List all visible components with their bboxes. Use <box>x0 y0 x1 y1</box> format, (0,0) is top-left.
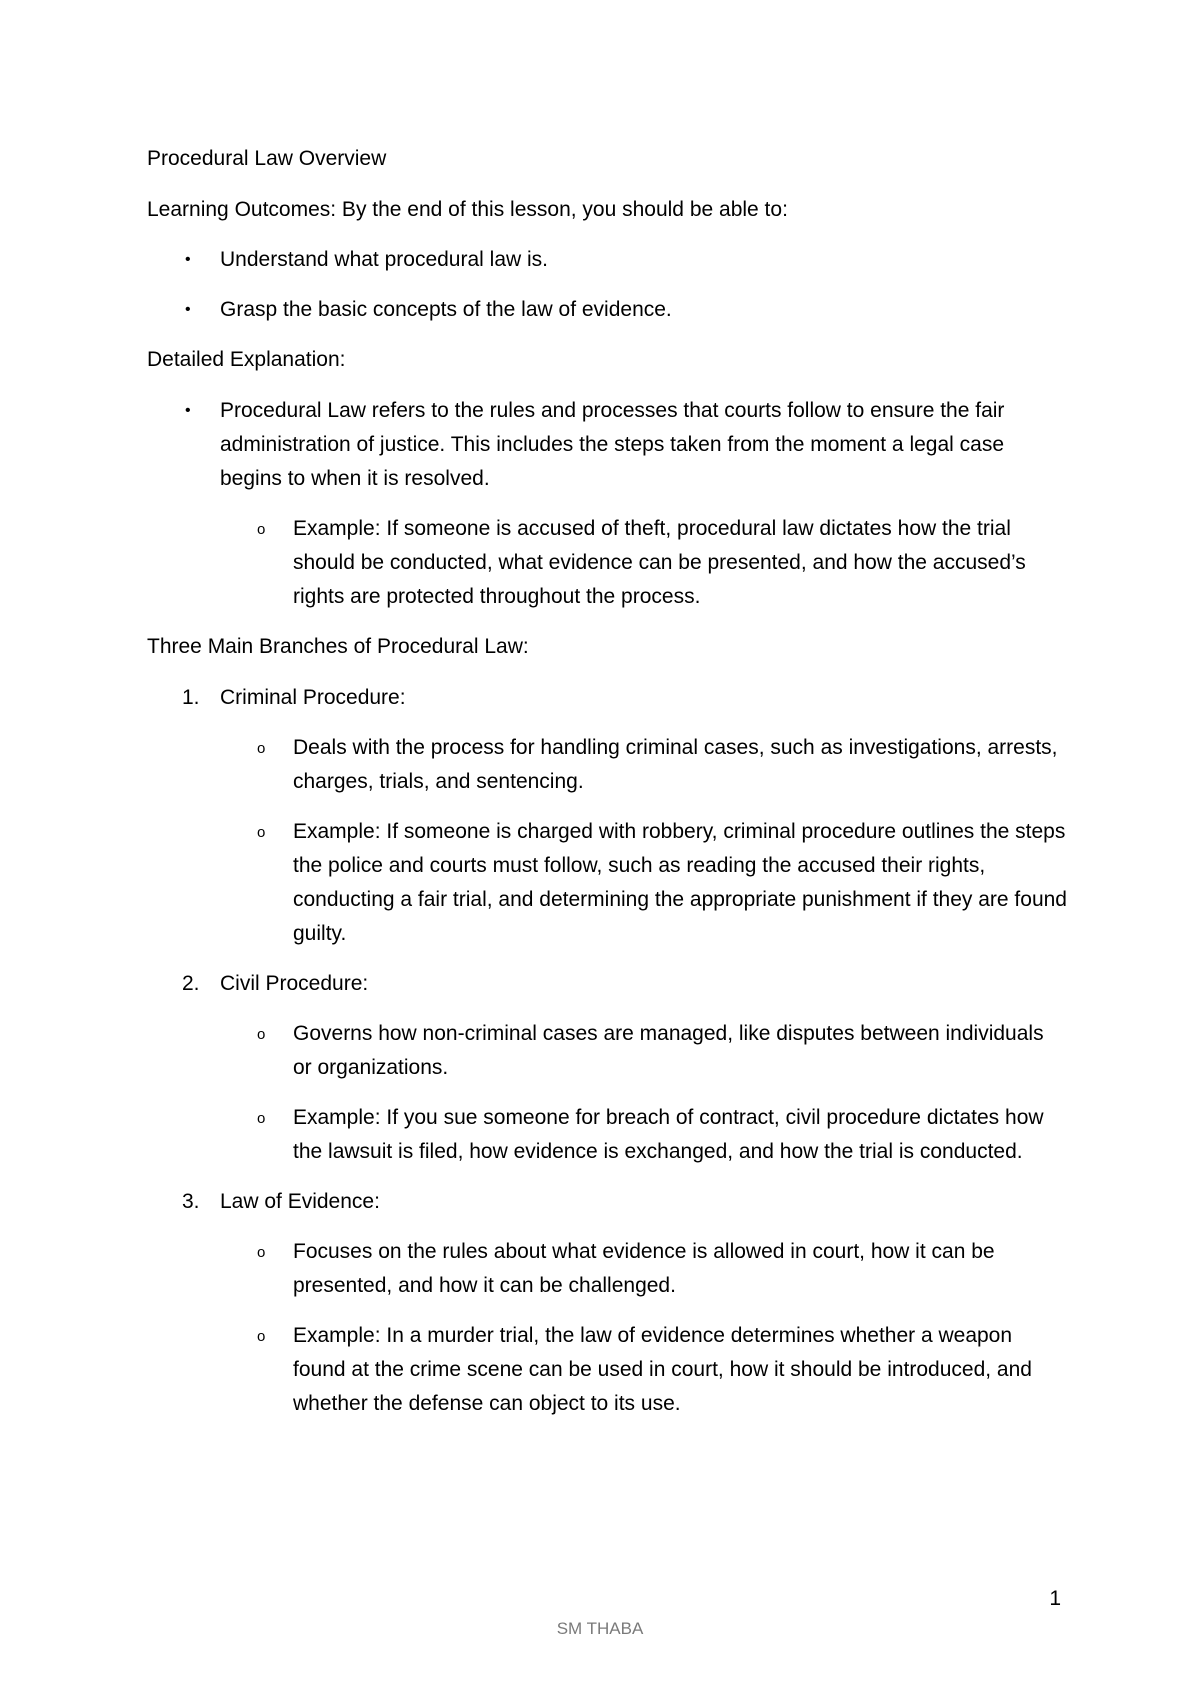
bullet-icon: • <box>185 402 191 419</box>
branch-item-civil-procedure <box>147 967 1067 1169</box>
branch-point-text: Example: If you sue someone for breach of contract, civil procedure dictates how the lawsuit is filed, how evidence is exchanged, and how the trial is conducted. <box>293 1106 1044 1163</box>
branch-title: Law of Evidence: <box>220 1190 380 1213</box>
list-item <box>147 512 1067 614</box>
circle-bullet-icon: o <box>257 521 266 538</box>
detailed-explanation-list <box>147 394 1067 496</box>
branch-point-text: Governs how non-criminal cases are managed, like disputes between individuals or organizations. <box>293 1022 1044 1079</box>
list-item <box>220 815 1067 951</box>
branch-item-law-of-evidence <box>147 1185 1067 1421</box>
bullet-icon: • <box>185 251 191 268</box>
branch-point-text: Example: If someone is charged with robbery, criminal procedure outlines the steps the police and courts must follow, such as reading the accused their rights, conducting a fair trial, and determining the appropriate punishment if they are found guilty. <box>293 820 1067 945</box>
document-title: Procedural Law Overview <box>147 147 387 170</box>
footer-author: SM THABA <box>556 1619 644 1638</box>
branches-heading: Three Main Branches of Procedural Law: <box>147 635 529 658</box>
circle-bullet-icon: o <box>257 1026 266 1043</box>
circle-bullet-icon: o <box>257 1328 266 1345</box>
circle-bullet-icon: o <box>257 1110 266 1127</box>
circle-bullet-icon: o <box>257 1244 266 1261</box>
branch-title: Civil Procedure: <box>220 972 369 995</box>
explanation-text: Procedural Law refers to the rules and processes that courts follow to ensure the fair administration of justice. This includes the steps taken from the moment a legal case begins to when it is resolved. <box>220 399 1005 490</box>
bullet-icon: • <box>185 301 191 318</box>
detailed-explanation-heading: Detailed Explanation: <box>147 348 346 371</box>
outcome-text: Understand what procedural law is. <box>220 248 549 271</box>
list-item <box>147 293 1067 327</box>
example-text: Example: If someone is accused of theft, procedural law dictates how the trial should be conducted, what evidence can be presented, and how the accused’s rights are protected throughout the process. <box>293 517 1026 608</box>
circle-bullet-icon: o <box>257 740 266 757</box>
branch-point-text: Deals with the process for handling criminal cases, such as investigations, arrests, charges, trials, and sentencing. <box>293 736 1058 793</box>
branch-points <box>220 1017 1067 1169</box>
list-item <box>220 1017 1067 1085</box>
learning-outcomes-heading: Learning Outcomes: By the end of this lesson, you should be able to: <box>147 198 788 221</box>
list-item <box>220 1235 1067 1303</box>
branch-points <box>220 1235 1067 1421</box>
branch-point-text: Focuses on the rules about what evidence is allowed in court, how it can be presented, and how it can be challenged. <box>293 1240 995 1297</box>
list-number: 3. <box>182 1190 200 1213</box>
list-item <box>220 1319 1067 1421</box>
branch-title: Criminal Procedure: <box>220 686 406 709</box>
learning-outcomes-list <box>147 243 1067 327</box>
document-body <box>147 142 1067 1437</box>
detailed-example-list <box>147 512 1067 614</box>
outcome-text: Grasp the basic concepts of the law of evidence. <box>220 298 672 321</box>
branch-point-text: Example: In a murder trial, the law of evidence determines whether a weapon found at the crime scene can be used in court, how it should be introduced, and whether the defense can object to its use. <box>293 1324 1032 1415</box>
circle-bullet-icon: o <box>257 824 266 841</box>
branch-item-criminal-procedure <box>147 681 1067 951</box>
list-item <box>220 1101 1067 1169</box>
list-item <box>147 243 1067 277</box>
branches-list <box>147 681 1067 1421</box>
list-number: 1. <box>182 686 200 709</box>
list-item <box>147 394 1067 496</box>
list-number: 2. <box>182 972 200 995</box>
list-item <box>220 731 1067 799</box>
page-number: 1 <box>1049 1587 1061 1610</box>
branch-points <box>220 731 1067 951</box>
